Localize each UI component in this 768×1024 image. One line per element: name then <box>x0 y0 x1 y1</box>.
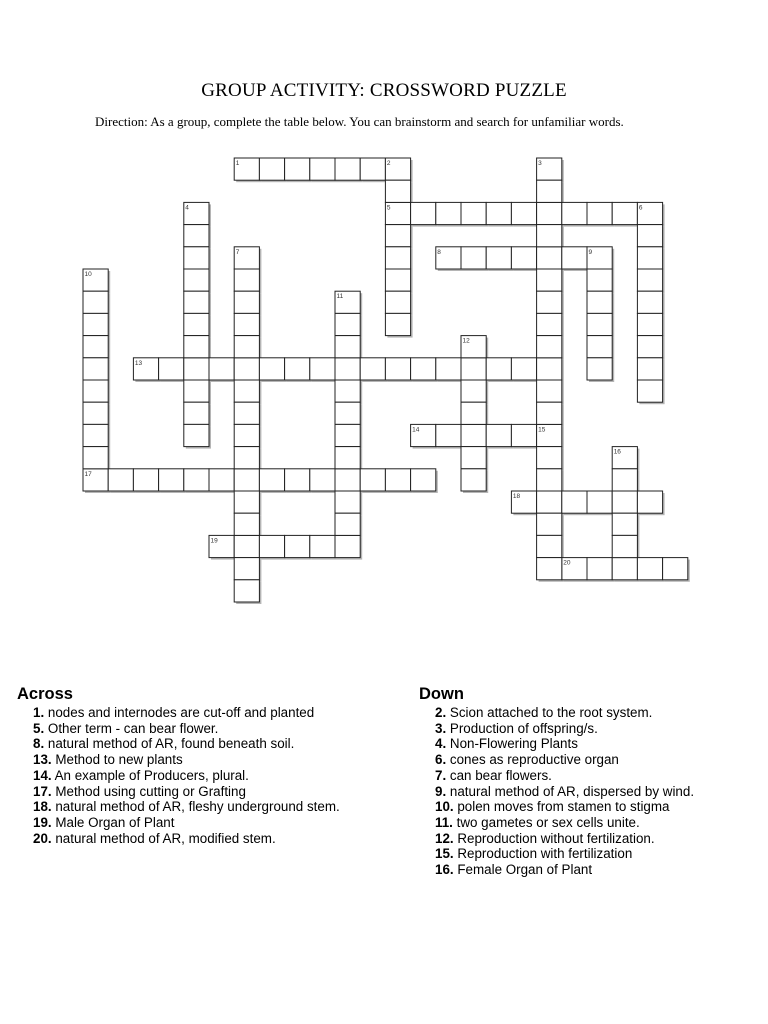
crossword-cell[interactable] <box>537 358 562 380</box>
clue-number: 9. <box>435 783 447 799</box>
crossword-cell[interactable] <box>285 469 310 491</box>
crossword-cell[interactable] <box>385 225 410 247</box>
crossword-cell[interactable] <box>486 424 511 446</box>
crossword-cell[interactable] <box>486 358 511 380</box>
clue-number: 5. <box>33 720 45 736</box>
crossword-cell[interactable] <box>335 447 360 469</box>
crossword-cell[interactable] <box>385 358 410 380</box>
crossword-cell[interactable] <box>184 313 209 335</box>
crossword-cell[interactable] <box>234 558 259 580</box>
clue-text: Scion attached to the root system. <box>449 705 653 720</box>
crossword-cell[interactable] <box>587 202 612 224</box>
crossword-cell[interactable] <box>587 336 612 358</box>
across-clue-14 <box>17 768 407 784</box>
crossword-cell[interactable] <box>411 469 436 491</box>
crossword-cell[interactable] <box>184 380 209 402</box>
crossword-cell[interactable] <box>285 358 310 380</box>
clue-number: 7. <box>435 767 447 783</box>
crossword-cell[interactable] <box>184 247 209 269</box>
crossword-cell[interactable] <box>461 402 486 424</box>
crossword-cell[interactable] <box>360 469 385 491</box>
crossword-cell[interactable] <box>259 358 284 380</box>
crossword-cell[interactable] <box>234 269 259 291</box>
clue-number: 18. <box>33 799 52 815</box>
crossword-cell[interactable] <box>562 491 587 513</box>
clue-number: 17. <box>33 783 52 799</box>
cell-number-16: 16 <box>613 448 621 456</box>
across-clue-19 <box>17 815 407 831</box>
crossword-cell[interactable] <box>234 358 259 380</box>
crossword-cell[interactable] <box>335 491 360 513</box>
crossword-cell[interactable] <box>335 380 360 402</box>
crossword-cell[interactable] <box>184 358 209 380</box>
across-clue-8 <box>17 736 407 752</box>
crossword-cell[interactable] <box>537 447 562 469</box>
crossword-cell[interactable] <box>234 380 259 402</box>
crossword-cell[interactable] <box>385 291 410 313</box>
crossword-cell[interactable] <box>83 402 108 424</box>
across-clue-20 <box>17 831 407 847</box>
crossword-cell[interactable] <box>537 269 562 291</box>
crossword-cell[interactable] <box>83 291 108 313</box>
crossword-cell[interactable] <box>486 247 511 269</box>
crossword-cell[interactable] <box>83 358 108 380</box>
crossword-cell[interactable] <box>537 535 562 557</box>
cell-number-1: 1 <box>235 160 240 167</box>
crossword-cell[interactable] <box>259 469 284 491</box>
crossword-cell[interactable] <box>637 336 662 358</box>
crossword-cell[interactable] <box>537 469 562 491</box>
crossword-cell[interactable] <box>637 291 662 313</box>
clue-number: 19. <box>33 814 52 830</box>
crossword-cell[interactable] <box>587 558 612 580</box>
crossword-cell[interactable] <box>209 469 234 491</box>
across-clues <box>17 684 407 846</box>
crossword-cell[interactable] <box>209 358 234 380</box>
crossword-cell[interactable] <box>436 202 461 224</box>
clue-text: Production of offspring/s. <box>449 720 598 736</box>
cell-number-4: 4 <box>185 204 189 212</box>
crossword-cell[interactable] <box>83 313 108 335</box>
clue-text: natural method of AR, found beneath soil. <box>47 736 295 752</box>
down-clue-6 <box>419 752 759 768</box>
crossword-cell[interactable] <box>537 336 562 358</box>
clue-number: 13. <box>33 752 52 768</box>
clue-number: 15. <box>435 846 454 862</box>
crossword-cell[interactable] <box>234 313 259 335</box>
clue-number: 20. <box>33 830 52 846</box>
crossword-cell[interactable] <box>234 469 259 491</box>
clue-number: 12. <box>435 830 454 846</box>
crossword-cell[interactable] <box>461 358 486 380</box>
crossword-cell[interactable] <box>385 469 410 491</box>
down-clue-3 <box>419 721 759 737</box>
crossword-cell[interactable] <box>637 247 662 269</box>
crossword-cell[interactable] <box>83 424 108 446</box>
cell-number-10: 10 <box>84 271 92 278</box>
crossword-cell[interactable] <box>537 513 562 535</box>
crossword-cell[interactable] <box>587 313 612 335</box>
crossword-cell[interactable] <box>461 247 486 269</box>
crossword-cell[interactable] <box>637 225 662 247</box>
across-clue-5 <box>17 721 407 737</box>
cell-number-2: 2 <box>386 160 391 167</box>
down-clue-16 <box>419 862 759 878</box>
crossword-cell[interactable] <box>612 558 637 580</box>
cell-number-19: 19 <box>210 537 218 545</box>
crossword-cell[interactable] <box>612 491 637 513</box>
crossword-cell[interactable] <box>385 247 410 269</box>
crossword-cell[interactable] <box>461 380 486 402</box>
crossword-cell[interactable] <box>83 380 108 402</box>
crossword-cell[interactable] <box>612 202 637 224</box>
clue-number: 16. <box>435 862 454 878</box>
crossword-cell[interactable] <box>537 558 562 580</box>
crossword-cell[interactable] <box>335 313 360 335</box>
cell-number-20: 20 <box>563 559 571 567</box>
cell-number-18: 18 <box>512 493 521 500</box>
across-clue-13 <box>17 752 407 768</box>
crossword-cell[interactable] <box>461 447 486 469</box>
crossword-cell[interactable] <box>486 202 511 224</box>
crossword-cell[interactable] <box>663 558 688 580</box>
clue-text: nodes and internodes are cut-off and planted <box>47 705 315 720</box>
crossword-cell[interactable] <box>335 535 360 557</box>
crossword-cell[interactable] <box>184 291 209 313</box>
clue-text: Male Organ of Plant <box>55 814 175 830</box>
crossword-cell[interactable] <box>184 336 209 358</box>
crossword-cell[interactable] <box>537 225 562 247</box>
crossword-cell[interactable] <box>335 158 360 180</box>
crossword-cell[interactable] <box>310 469 335 491</box>
clue-number: 11. <box>435 814 453 830</box>
crossword-cell[interactable] <box>612 469 637 491</box>
crossword-cell[interactable] <box>335 469 360 491</box>
clue-number: 8. <box>33 736 45 752</box>
crossword-cell[interactable] <box>285 535 310 557</box>
cell-number-6: 6 <box>638 204 643 212</box>
clue-number: 10. <box>435 799 454 815</box>
clue-number: 6. <box>435 752 447 768</box>
crossword-cell[interactable] <box>259 535 284 557</box>
crossword-cell[interactable] <box>637 380 662 402</box>
cell-number-7: 7 <box>235 248 240 256</box>
crossword-cell[interactable] <box>411 202 436 224</box>
crossword-cell[interactable] <box>587 358 612 380</box>
crossword-cell[interactable] <box>184 402 209 424</box>
crossword-cell[interactable] <box>537 180 562 202</box>
clue-text: Female Organ of Plant <box>457 862 593 878</box>
crossword-cell[interactable] <box>184 269 209 291</box>
crossword-cell[interactable] <box>537 380 562 402</box>
crossword-cell[interactable] <box>537 313 562 335</box>
crossword-cell[interactable] <box>411 358 436 380</box>
cell-number-13: 13 <box>134 359 143 367</box>
across-heading: Across <box>17 685 73 703</box>
clue-number: 4. <box>435 736 447 752</box>
clue-text: natural method of AR, fleshy underground stem. <box>55 799 340 815</box>
crossword-cell[interactable] <box>83 336 108 358</box>
crossword-cell[interactable] <box>385 180 410 202</box>
across-clue-1 <box>17 705 407 721</box>
down-clue-2 <box>419 705 759 721</box>
down-clue-15 <box>419 846 759 862</box>
clue-text: Method using cutting or Grafting <box>55 783 246 799</box>
crossword-cell[interactable] <box>259 158 284 180</box>
clue-text: Non-Flowering Plants <box>449 736 578 752</box>
crossword-cell[interactable] <box>537 202 562 224</box>
down-heading: Down <box>419 685 464 703</box>
crossword-cell[interactable] <box>335 402 360 424</box>
crossword-cell[interactable] <box>234 291 259 313</box>
crossword-cell[interactable] <box>335 513 360 535</box>
cell-number-3: 3 <box>538 160 542 167</box>
down-clue-11 <box>419 815 759 831</box>
crossword-cell[interactable] <box>159 469 184 491</box>
crossword-cell[interactable] <box>159 358 184 380</box>
crossword-cell[interactable] <box>133 469 158 491</box>
crossword-cell[interactable] <box>537 291 562 313</box>
clue-text: Reproduction without fertilization. <box>457 830 655 846</box>
page-title: GROUP ACTIVITY: CROSSWORD PUZZLE <box>201 80 567 101</box>
clue-text: polen moves from stamen to stigma <box>457 799 670 815</box>
clue-text: natural method of AR, modified stem. <box>55 830 276 846</box>
down-clue-12 <box>419 831 759 847</box>
down-clue-9 <box>419 784 759 800</box>
crossword-cell[interactable] <box>234 424 259 446</box>
crossword-cell[interactable] <box>335 424 360 446</box>
crossword-cell[interactable] <box>562 247 587 269</box>
crossword-cell[interactable] <box>83 447 108 469</box>
crossword-cell[interactable] <box>184 469 209 491</box>
crossword-cell[interactable] <box>360 358 385 380</box>
crossword-cell[interactable] <box>637 269 662 291</box>
crossword-cell[interactable] <box>385 313 410 335</box>
crossword-cell[interactable] <box>108 469 133 491</box>
clue-number: 14. <box>33 767 52 783</box>
clue-number: 1. <box>33 705 45 720</box>
crossword-cell[interactable] <box>234 402 259 424</box>
across-clue-list <box>17 705 407 846</box>
across-clue-17 <box>17 784 407 800</box>
crossword-cell[interactable] <box>184 225 209 247</box>
crossword-cell[interactable] <box>184 424 209 446</box>
clue-text: two gametes or sex cells unite. <box>456 814 640 830</box>
crossword-cell[interactable] <box>511 358 536 380</box>
crossword-cell[interactable] <box>335 336 360 358</box>
clue-text: cones as reproductive organ <box>449 752 619 768</box>
crossword-cell[interactable] <box>637 558 662 580</box>
down-clue-7 <box>419 768 759 784</box>
cell-number-8: 8 <box>437 248 441 256</box>
crossword-cell[interactable] <box>436 424 461 446</box>
crossword-cell[interactable] <box>612 513 637 535</box>
crossword-cell[interactable] <box>537 402 562 424</box>
down-clue-list <box>419 705 759 878</box>
crossword-cell[interactable] <box>537 247 562 269</box>
clue-text: can bear flowers. <box>449 767 552 783</box>
cell-number-12: 12 <box>462 337 470 345</box>
crossword-cell[interactable] <box>537 491 562 513</box>
crossword-cell[interactable] <box>234 580 259 602</box>
cell-number-17: 17 <box>84 470 92 478</box>
clue-text: Method to new plants <box>55 752 183 768</box>
crossword-cell[interactable] <box>310 358 335 380</box>
crossword-cell[interactable] <box>637 358 662 380</box>
crossword-cell[interactable] <box>234 336 259 358</box>
crossword-cell[interactable] <box>587 269 612 291</box>
cell-number-5: 5 <box>386 204 391 212</box>
crossword-cell[interactable] <box>310 158 335 180</box>
crossword-cell[interactable] <box>234 491 259 513</box>
clue-number: 3. <box>435 720 447 736</box>
crossword-cell[interactable] <box>637 491 662 513</box>
crossword-cell[interactable] <box>360 158 385 180</box>
crossword-cell[interactable] <box>285 158 310 180</box>
clue-text: natural method of AR, dispersed by wind. <box>449 783 695 799</box>
cell-number-14: 14 <box>412 426 420 434</box>
crossword-cell[interactable] <box>234 447 259 469</box>
crossword-cell[interactable] <box>335 358 360 380</box>
clue-text: An example of Producers, plural. <box>54 767 249 783</box>
cell-number-15: 15 <box>538 426 546 434</box>
crossword-cell[interactable] <box>587 291 612 313</box>
down-clue-4 <box>419 736 759 752</box>
down-clue-10 <box>419 799 759 815</box>
crossword-cell[interactable] <box>385 269 410 291</box>
crossword-cell[interactable] <box>587 491 612 513</box>
down-clues <box>419 684 759 878</box>
clue-text: Other term - can bear flower. <box>47 720 219 736</box>
clue-number: 2. <box>435 705 447 720</box>
crossword-cell[interactable] <box>234 513 259 535</box>
cell-number-9: 9 <box>588 248 593 256</box>
cell-number-11: 11 <box>336 293 344 301</box>
crossword-cell[interactable] <box>562 202 587 224</box>
crossword-cell[interactable] <box>511 202 536 224</box>
crossword-cell[interactable] <box>511 247 536 269</box>
clue-text: Reproduction with fertilization <box>457 846 633 862</box>
crossword-cell[interactable] <box>637 313 662 335</box>
crossword-cell[interactable] <box>310 535 335 557</box>
crossword-cell[interactable] <box>436 358 461 380</box>
directions-text: Direction: As a group, complete the table below. You can brainstorm and search for unfamiliar words. <box>95 114 624 129</box>
crossword-cell[interactable] <box>461 202 486 224</box>
crossword-cell[interactable] <box>612 535 637 557</box>
crossword-cell[interactable] <box>234 535 259 557</box>
crossword-cell[interactable] <box>461 469 486 491</box>
across-clue-18 <box>17 799 407 815</box>
crossword-cell[interactable] <box>461 424 486 446</box>
crossword-cell[interactable] <box>511 424 536 446</box>
